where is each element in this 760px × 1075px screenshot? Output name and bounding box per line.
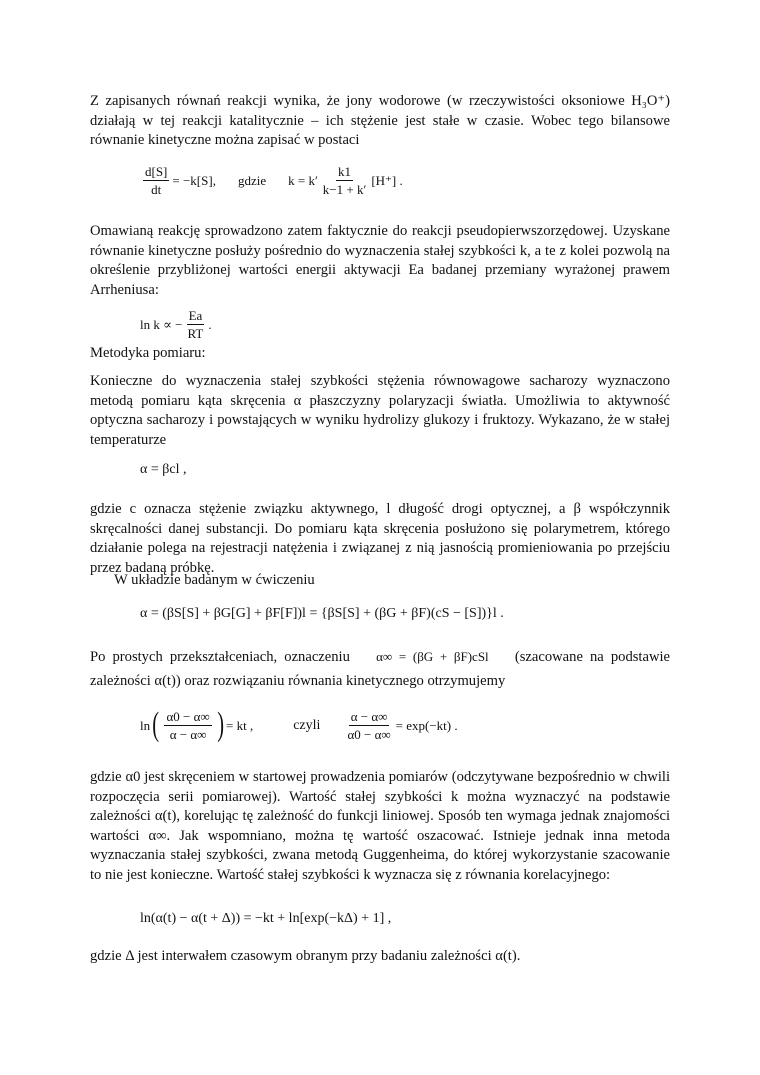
fraction-denominator: α − α∞ <box>169 726 207 742</box>
equation-k-def: k = k′ <box>288 173 318 188</box>
equation-rate-law <box>140 164 403 197</box>
equation-rotation-components: α = (βS[S] + βG[G] + βF[F])l = {βS[S] + (βG + βF)(cS − [S])}l . <box>140 606 504 621</box>
section-heading: Metodyka pomiaru: <box>90 345 206 361</box>
paragraph-system: W układzie badanym w ćwiczeniu <box>114 572 315 588</box>
fraction-alpha-ratio <box>164 709 211 742</box>
fraction-denominator: k−1 + k′ <box>322 182 367 197</box>
equation-czyli-label: czyli <box>293 717 321 733</box>
equation-ln: ln <box>140 717 151 733</box>
equation-where-label: gdzie <box>237 173 267 188</box>
equation-rhs: = exp(−kt) . <box>395 717 458 733</box>
paragraph-method: Konieczne do wyznaczenia stałej szybkości stężenia równowagowe sacharozy wyznaczono metodą pomiaru kąta skręcenia α płaszczyzny polaryzacji światła. Umożliwia to aktywność optyczna sacharozy i powstających w wyniku hydrolizy glukozy i fruktozy. Wykazano, że w stałej temperaturze <box>90 373 670 448</box>
equation-arrhenius <box>140 308 212 341</box>
fraction-numerator: k1 <box>338 164 352 179</box>
fraction-denominator: RT <box>187 326 204 341</box>
equation-lhs: ln k ∝ − <box>140 317 183 332</box>
paragraph-text-start: Po prostych przekształceniach, oznaczeniu <box>90 649 350 665</box>
paragraph-text-end: (szacowane na podstawie zależności α(t)) oraz rozwiązaniu równania kinetycznego otrzymujemy <box>90 649 671 689</box>
paragraph-pseudo-first-order: Omawianą reakcję sprowadzono zatem faktycznie do reakcji pseudopierwszorzędowej. Uzyskane równanie kinetyczne posłuży pośrednio do wyznaczenia stałej szybkości k, a te z kolei pozwolą na określenie przybliżonej wartości energii aktywacji Ea badanej przemiany wyrażonej prawem Arrheniusa: <box>90 223 670 298</box>
equation-integrated-rate: ln ( $\frac{\alpha 0 - \alpha\infty}{\alpha - \alpha\infty}$ ) = kt , czyli $\frac{\alpha - \alpha\infty}{\alpha 0 - \alpha\infty}$ = exp(−kt) . <box>140 706 458 743</box>
equation-tail: . <box>208 317 212 332</box>
fraction-numerator: d[S] <box>145 164 168 179</box>
fraction-k-ratio <box>321 164 369 197</box>
fraction-alpha-ratio-inverse <box>345 709 392 742</box>
equation-rotation: α = βcl , <box>140 462 187 477</box>
fraction-numerator: α − α∞ <box>350 708 388 724</box>
equation-rhs: = −k[S], <box>172 173 216 188</box>
equation-guggenheim: ln(α(t) − α(t + Δ)) = −kt + ln[exp(−kΔ) + 1] , <box>140 911 392 926</box>
paragraph-transformations <box>90 645 670 693</box>
paragraph-guggenheim: gdzie α0 jest skręceniem w startowej prowadzenia pomiarów (odczytywane bezpośrednio w chwili rozpoczęcia serii pomiarowej). Wartość stałej szybkości k można wyznaczyć na podstawie zależności α(t), korelując tę zależność do funkcji liniowej. Sposób ten wymaga jednak znajomości wartości α∞. Jak wspomniano, można tę wartość oszacować. Istnieje jednak inna metoda wyznaczania stałej szybkości, zwana metodą Guggenheima, do której wykorzystanie szacowanie to nie jest konieczne. Wartość stałej szybkości k wyznacza się z równania korelacyjnego: <box>90 769 670 883</box>
equation-tail: [H⁺] . <box>371 173 403 188</box>
fraction-ea-rt <box>186 308 206 341</box>
fraction-dS-dt <box>143 164 169 197</box>
paragraph-intro: Z zapisanych równań reakcji wynika, że jony wodorowe (w rzeczywistości oksoniowe H₃O⁺) działają w tej reakcji katalitycznie – ich stężenie jest stałe w czasie. Wobec tego bilansowe równanie kinetyczne można zapisać w postaci <box>90 93 670 148</box>
paragraph-delta-definition: gdzie Δ jest interwałem czasowym obranym przy badaniu zależności α(t). <box>90 948 521 964</box>
equation-alpha-infinity: α∞ = (βG + βF)cSl <box>376 649 489 664</box>
fraction-numerator: Ea <box>188 308 203 323</box>
fraction-denominator: dt <box>151 182 162 197</box>
fraction-denominator: α0 − α∞ <box>347 726 391 742</box>
equation-rhs: = kt , <box>226 717 254 733</box>
fraction-numerator: α0 − α∞ <box>166 708 210 724</box>
paragraph-definitions: gdzie c oznacza stężenie związku aktywnego, l długość drogi optycznej, a β współczynnik skręcalności danej substancji. Do pomiaru kąta skręcenia posłużono się polarymetrem, którego działanie polega na rejestracji natężenia i związanej z nią jasnością promieniowania po przejściu przez badaną próbkę. <box>90 501 670 576</box>
